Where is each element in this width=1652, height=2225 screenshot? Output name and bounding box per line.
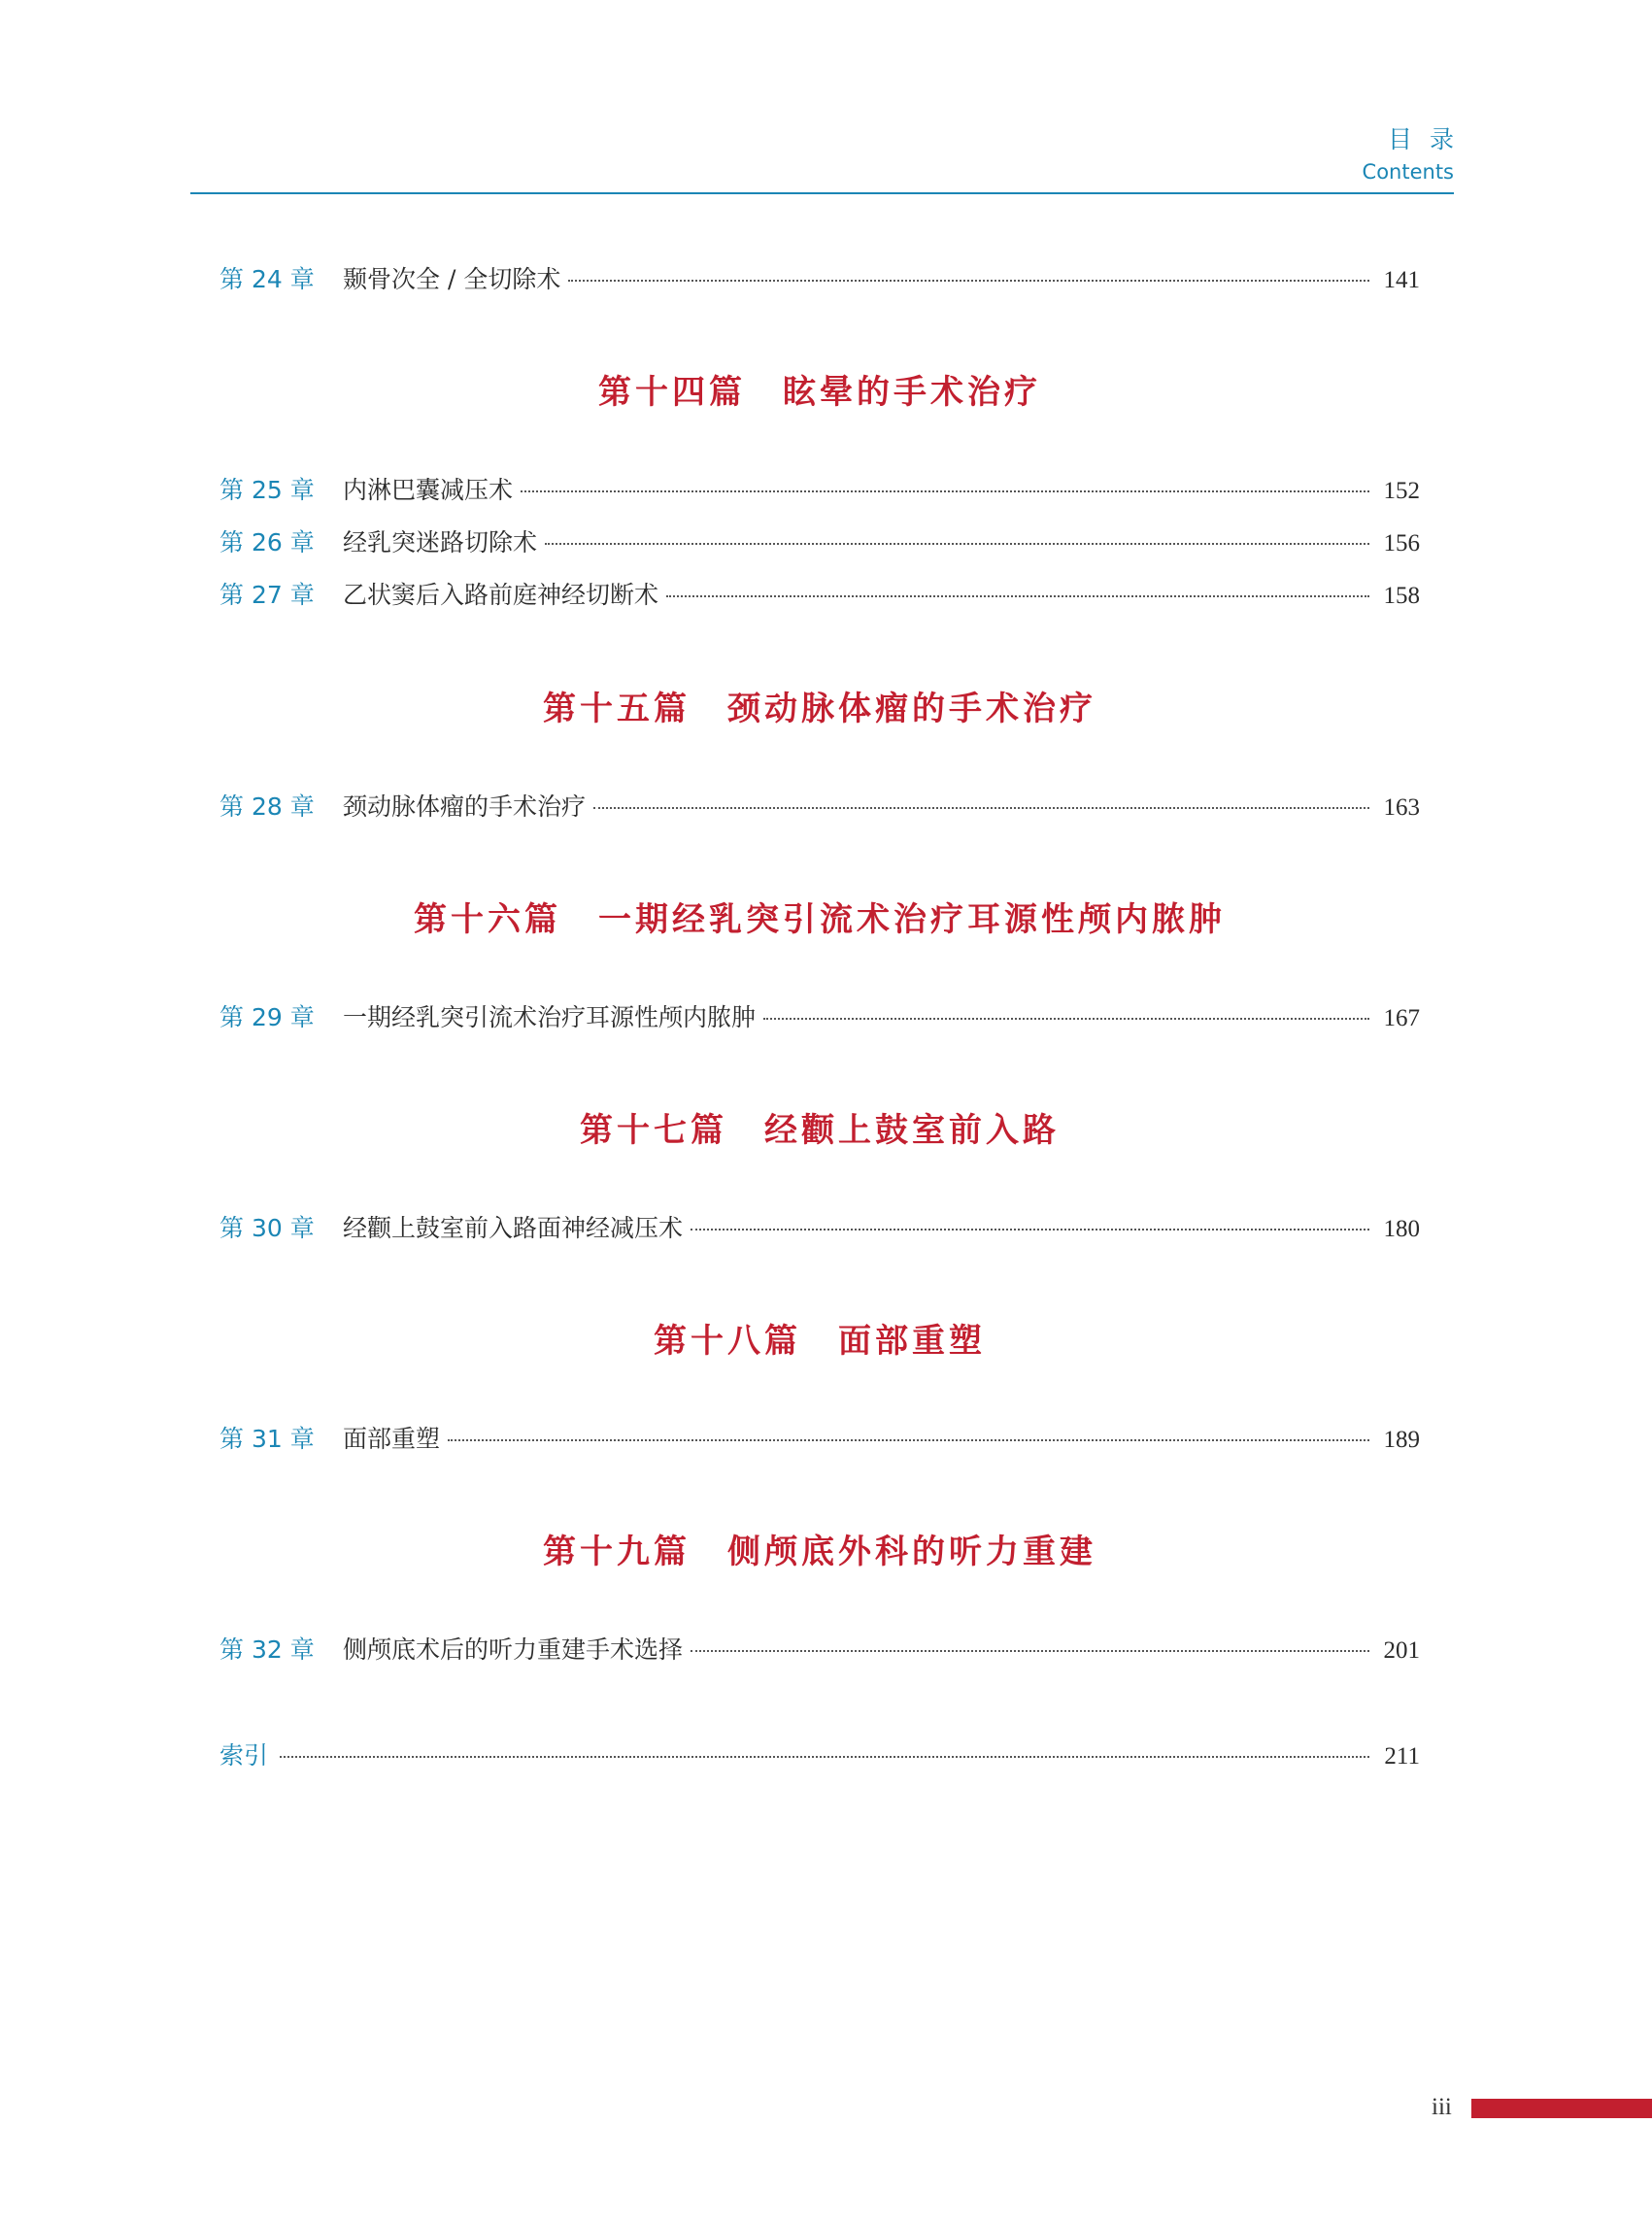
part-heading-19: 第十九篇 侧颅底外科的听力重建 bbox=[543, 1533, 1096, 1571]
page-number: 152 bbox=[1383, 478, 1420, 504]
toc-entry-ch24[interactable] bbox=[219, 260, 1420, 295]
chapter-number: 第 30 章 bbox=[219, 1214, 315, 1242]
chapter-number: 第 29 章 bbox=[219, 1003, 315, 1031]
part-heading-17: 第十七篇 经颧上鼓室前入路 bbox=[580, 1111, 1060, 1150]
page-number: 163 bbox=[1383, 794, 1420, 821]
footer-accent-bar bbox=[1471, 2099, 1652, 2118]
part-heading-16: 第十六篇 一期经乳突引流术治疗耳源性颅内脓肿 bbox=[414, 900, 1226, 939]
toc-entry-ch26[interactable] bbox=[219, 523, 1420, 558]
toc-entry-index[interactable] bbox=[219, 1736, 1420, 1771]
chapter-title: 经颧上鼓室前入路面神经减压术 bbox=[343, 1214, 684, 1242]
index-label: 索引 bbox=[219, 1741, 269, 1770]
chapter-title: 颈动脉体瘤的手术治疗 bbox=[343, 792, 587, 821]
chapter-number: 第 31 章 bbox=[219, 1425, 315, 1453]
dot-leader bbox=[691, 1650, 1369, 1652]
chapter-title: 侧颅底术后的听力重建手术选择 bbox=[343, 1635, 684, 1664]
header-rule bbox=[190, 192, 1454, 194]
chapter-title: 颞骨次全 / 全切除术 bbox=[343, 265, 561, 293]
toc-entry-ch31[interactable] bbox=[219, 1420, 1420, 1455]
page-number: 201 bbox=[1383, 1637, 1420, 1664]
chapter-number: 第 25 章 bbox=[219, 476, 315, 504]
chapter-number: 第 28 章 bbox=[219, 792, 315, 821]
chapter-title: 一期经乳突引流术治疗耳源性颅内脓肿 bbox=[343, 1003, 757, 1031]
page-folio: iii bbox=[1432, 2094, 1452, 2120]
header-title-en: Contents bbox=[1362, 160, 1454, 184]
page-number: 167 bbox=[1383, 1005, 1420, 1031]
page-number: 180 bbox=[1383, 1216, 1420, 1242]
dot-leader bbox=[568, 280, 1369, 282]
running-header bbox=[1362, 124, 1471, 185]
dot-leader bbox=[593, 807, 1369, 809]
toc-entry-ch29[interactable] bbox=[219, 998, 1420, 1033]
page-number: 158 bbox=[1383, 583, 1420, 609]
chapter-title: 乙状窦后入路前庭神经切断术 bbox=[343, 581, 659, 609]
chapter-number: 第 26 章 bbox=[219, 528, 315, 556]
dot-leader bbox=[521, 490, 1369, 492]
dot-leader bbox=[691, 1229, 1369, 1230]
part-heading-15: 第十五篇 颈动脉体瘤的手术治疗 bbox=[543, 690, 1096, 728]
part-heading-18: 第十八篇 面部重塑 bbox=[654, 1322, 986, 1361]
chapter-title: 经乳突迷路切除术 bbox=[343, 528, 538, 556]
toc-entry-ch25[interactable] bbox=[219, 471, 1420, 506]
page-number: 189 bbox=[1383, 1427, 1420, 1453]
dot-leader bbox=[448, 1439, 1369, 1441]
toc-entry-ch32[interactable] bbox=[219, 1631, 1420, 1666]
chapter-number: 第 32 章 bbox=[219, 1635, 315, 1664]
toc-entry-ch30[interactable] bbox=[219, 1209, 1420, 1244]
chapter-number: 第 24 章 bbox=[219, 265, 315, 293]
toc-entry-ch28[interactable] bbox=[219, 788, 1420, 823]
toc-entry-ch27[interactable] bbox=[219, 576, 1420, 611]
page-number: 156 bbox=[1383, 530, 1420, 556]
chapter-title: 内淋巴囊减压术 bbox=[343, 476, 514, 504]
dot-leader bbox=[280, 1756, 1369, 1758]
part-heading-14: 第十四篇 眩晕的手术治疗 bbox=[598, 373, 1041, 412]
dot-leader bbox=[763, 1018, 1369, 1020]
page-number: 141 bbox=[1383, 267, 1420, 293]
dot-leader bbox=[666, 595, 1369, 597]
chapter-title: 面部重塑 bbox=[343, 1425, 441, 1453]
page-number: 211 bbox=[1384, 1743, 1420, 1770]
dot-leader bbox=[545, 543, 1369, 545]
chapter-number: 第 27 章 bbox=[219, 581, 315, 609]
header-title-zh: 目录 bbox=[1387, 125, 1471, 153]
